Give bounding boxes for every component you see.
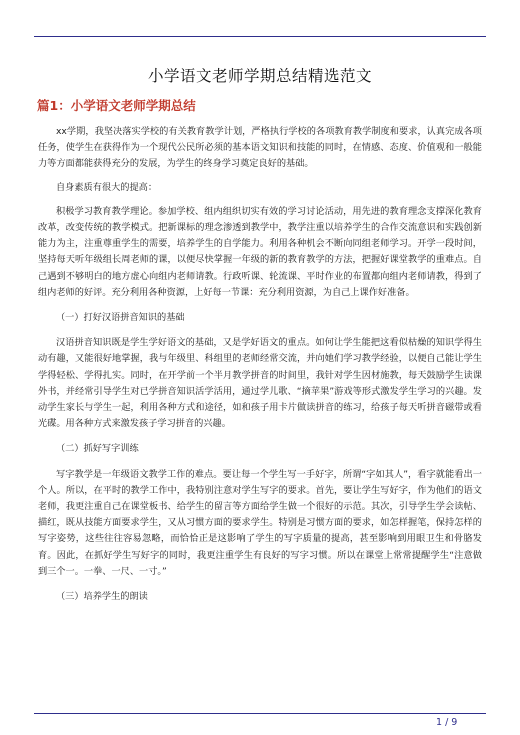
paragraph-intro: xx学期，我坚决落实学校的有关教育教学计划，严格执行学校的各项教育教学制度和要求，认真完成各项任务，使学生在获得作为一个现代公民所必须的基本语文知识和技能的同时，在情感、态度、价值观和一般能力等方面都能获得充分的发展，为学生的终身学习奠定良好的基础。 xyxy=(38,126,482,170)
header-rule xyxy=(34,36,486,37)
paragraph-pinyin: 汉语拼音知识既是学生学好语文的基础，又是学好语文的重点。如何让学生能把这看似枯燥的知识学得生动有趣，又能很好地掌握，我与年级里、科组里的老师经常交流，并向她们学习教学经验，以便自己能让学生学得轻松、学得扎实。同时，在开学前一个半月教学拼音的时间里，我针对学生因材施教，每天鼓励学生读课外书，并经常引导学生对已学拼音知识活学活用，通过学儿歌、“摘苹果”游戏等形式激发学生学习的兴趣。发动学生家长与学生一起，利用各种方式和途径，如和孩子用卡片做读拼音的练习，给孩子每天听拼音磁带或看光碟。用各种方式来激发孩子学习拼音的兴趣。 xyxy=(38,337,482,430)
section-heading: 篇1：小学语文老师学期总结 xyxy=(37,98,196,113)
paragraph-writing: 写字教学是一年级语文教学工作的难点。要让每一个学生写一手好字，所谓“字如其人”，看字就能看出一个人。所以，在平时的教学工作中，我特别注意对学生写字的要求。首先，要让学生写好字，作为他们的语文老师，我更注重自己在课堂板书、给学生的留言等方面给学生做一个很好的示范。其次，引导学生学会读帖、描红，既从技能方面要求学生，又从习惯方面的要求学生。特别是习惯方面的要求，如怎样握笔，保持怎样的写字姿势，这些往往容易忽略，而恰恰正是这影响了学生的写字质量的提高，甚至影响到用眼卫生和骨胳发育。因此，在抓好学生写好字的同时，我更注重学生有良好的写字习惯。所以在课堂上常常提醒学生“注意做到三个一。一拳、一尺、一寸。” xyxy=(38,468,482,577)
page-indicator: 1 / 9 xyxy=(436,717,458,728)
subheading-reading: （三）培养学生的朗读 xyxy=(56,591,148,603)
body-content xyxy=(38,124,482,614)
subheading-pinyin: （一）打好汉语拼音知识的基础 xyxy=(56,312,185,324)
footer-rule xyxy=(34,713,486,714)
document-title: 小学语文老师学期总结精选范文 xyxy=(147,67,372,85)
paragraph-theory-study: 积极学习教育教学理论。参加学校、组内组织切实有效的学习讨论活动，用先进的教育理念支撑深化教育改革，改变传统的教学模式。把新课标的理念渗透到教学中，教学注重以培养学生的合作交流意识和实践创新能力为主，注重尊重学生的需要，培养学生的自学能力。利用各种机会不断向同组老师学习。开学一段时间，坚持每天听年级组长周老师的课，以便尽快掌握一年级的新的教育教学的方法，把握好课堂教学的重难点。自己遇到不够明白的地方虚心向组内老师请教。行政听课、轮流课、平时作业的布置都向组内老师请教，得到了组内老师的好评。充分利用各种资源，上好每一节课：充分利用资源，为自己上课作好准备。 xyxy=(38,205,482,298)
paragraph-self-quality: 自身素质有很大的提高： xyxy=(56,182,158,194)
subheading-writing: （二）抓好写字训练 xyxy=(56,443,139,455)
